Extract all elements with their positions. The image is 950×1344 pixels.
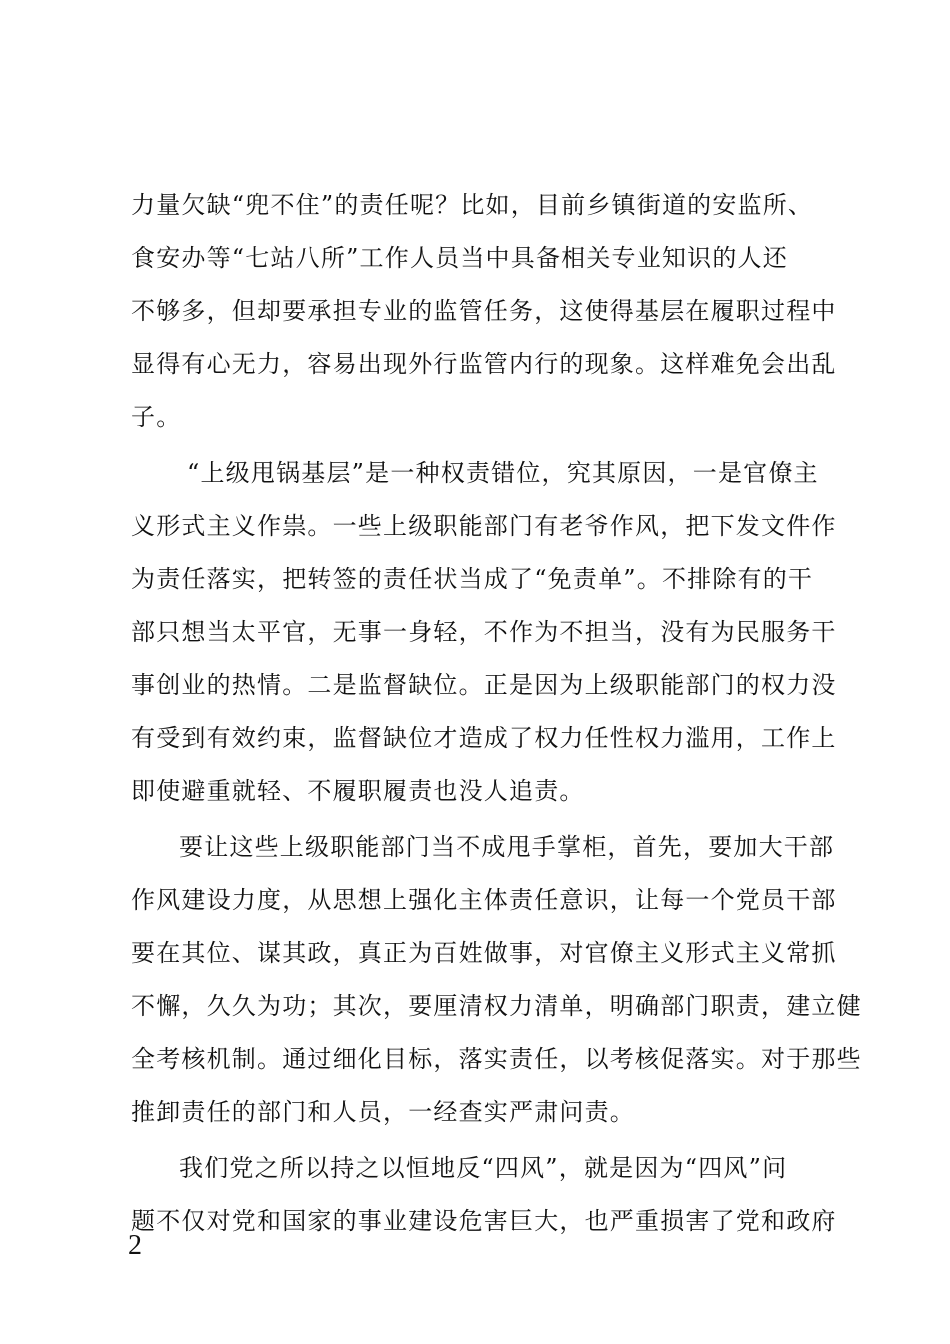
text-line: 不够多，但却要承担专业的监管任务，这使得基层在履职过程中 [131, 297, 837, 325]
text-line: 作风建设力度，从思想上强化主体责任意识，让每一个党员干部 [131, 886, 837, 914]
text-line: 显得有心无力，容易出现外行监管内行的现象。这样难免会出乱 [131, 350, 837, 378]
text-line: 推卸责任的部门和人员，一经查实严肃问责。 [131, 1098, 635, 1126]
text-line: 要让这些上级职能部门当不成甩手掌柜，首先，要加大干部 [179, 833, 835, 861]
text-line: 事创业的热情。二是监督缺位。正是因为上级职能部门的权力没 [131, 671, 837, 699]
text-line: “上级甩锅基层”是一种权责错位，究其原因，一是官僚主 [187, 459, 819, 487]
text-line: 力量欠缺“兜不住”的责任呢？比如，目前乡镇街道的安监所、 [131, 191, 814, 219]
text-line: 有受到有效约束，监督缺位才造成了权力任性权力滥用，工作上 [131, 724, 837, 752]
text-line: 要在其位、谋其政，真正为百姓做事，对官僚主义形式主义常抓 [131, 939, 837, 967]
page-number: 2 [128, 1230, 142, 1261]
text-line: 不懈，久久为功；其次，要厘清权力清单，明确部门职责，建立健 [131, 992, 862, 1020]
text-line: 为责任落实，把转签的责任状当成了“免责单”。不排除有的干 [131, 565, 814, 593]
text-line: 部只想当太平官，无事一身轻，不作为不担当，没有为民服务干 [131, 618, 837, 646]
text-line: 题不仅对党和国家的事业建设危害巨大，也严重损害了党和政府 [131, 1207, 837, 1235]
text-line: 即使避重就轻、不履职履责也没人追责。 [131, 777, 585, 805]
text-line: 食安办等“七站八所”工作人员当中具备相关专业知识的人还 [131, 244, 788, 272]
text-line: 我们党之所以持之以恒地反“四风”，就是因为“四风”问 [179, 1154, 788, 1182]
text-line: 子。 [131, 403, 182, 431]
text-line: 全考核机制。通过细化目标，落实责任，以考核促落实。对于那些 [131, 1045, 862, 1073]
text-line: 义形式主义作祟。一些上级职能部门有老爷作风，把下发文件作 [131, 512, 837, 540]
